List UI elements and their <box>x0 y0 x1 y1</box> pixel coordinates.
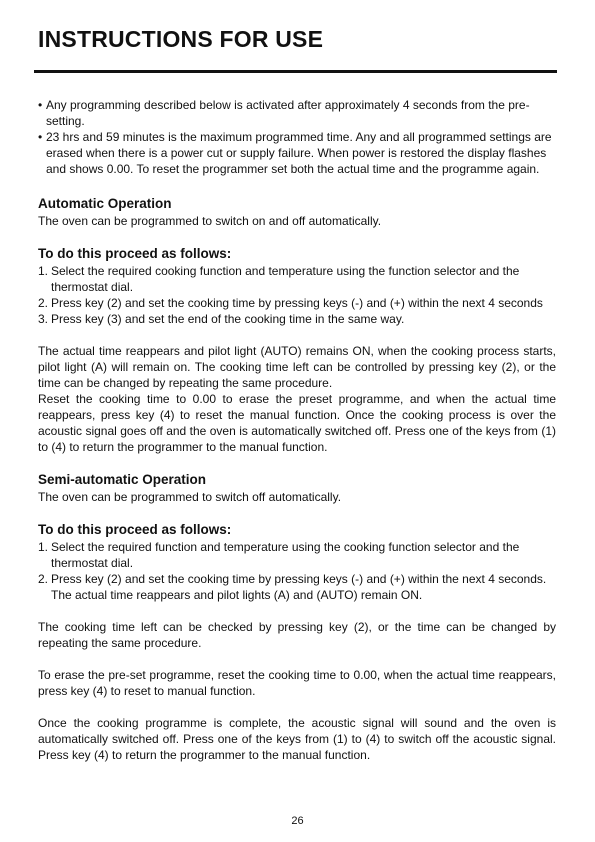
automatic-paragraph-2: Reset the cooking time to 0.00 to erase the preset programme, and when the actual time reappears, press key (4) to reset the manual function. Once the cooking process is over the acoustic signal goes off and the oven is automatically switched off. Press one of the keys from (1) to (4) to return the programmer to the manual function. <box>38 392 556 454</box>
semi-automatic-paragraph-3: Once the cooking programme is complete, the acoustic signal will sound and the oven is automatically switched off. Press one of the keys from (1) to (4) to switch off the acoustic signal. Press key (4) to return the programmer to the manual function. <box>38 716 556 762</box>
automatic-steps-heading: To do this proceed as follows: <box>38 246 232 261</box>
step-number: 3. <box>38 312 49 326</box>
page-title: INSTRUCTIONS FOR USE <box>38 26 324 52</box>
step-text: Press key (3) and set the end of the cooking time in the same way. <box>51 312 405 326</box>
list-item <box>38 263 556 295</box>
semi-automatic-paragraph-1: The cooking time left can be checked by pressing key (2), or the time can be changed by repeating the same procedure. <box>38 620 556 650</box>
list-item <box>38 539 556 571</box>
semi-automatic-intro: The oven can be programmed to switch off automatically. <box>38 490 342 504</box>
automatic-paragraph-1: The actual time reappears and pilot light (AUTO) remains ON, when the cooking process starts, pilot light (A) will remain on. The cooking time left can be controlled by pressing key (2), or the time can be changed by repeating the same procedure. <box>38 344 556 390</box>
semi-automatic-steps-heading: To do this proceed as follows: <box>38 522 232 537</box>
step-number: 1. <box>38 540 49 554</box>
automatic-steps <box>38 263 556 327</box>
bullet-text: 23 hrs and 59 minutes is the maximum programmed time. Any and all programmed settings are erased when there is a power cut or supply failure. When power is restored the display flashes and shows 0.00. To reset the programmer set both the actual time and the programme again. <box>46 130 552 176</box>
list-item <box>38 129 556 177</box>
bullet-mark: • <box>38 130 43 144</box>
intro-bullet-list <box>38 97 556 177</box>
step-number: 2. <box>38 572 49 586</box>
step-text: Select the required cooking function and temperature using the function selector and the thermostat dial. <box>51 264 520 294</box>
section-heading-semi-automatic: Semi-automatic Operation <box>38 472 207 487</box>
list-item <box>38 311 556 327</box>
list-item <box>38 295 556 311</box>
automatic-intro: The oven can be programmed to switch on and off automatically. <box>38 214 382 228</box>
semi-automatic-steps <box>38 539 556 603</box>
list-item <box>38 97 556 129</box>
page-number: 26 <box>291 815 304 827</box>
bullet-text: Any programming described below is activated after approximately 4 seconds from the pre-setting. <box>46 98 530 128</box>
list-item <box>38 571 556 603</box>
step-text: Select the required function and temperature using the cooking function selector and the thermostat dial. <box>51 540 520 570</box>
bullet-mark: • <box>38 98 43 112</box>
semi-automatic-paragraph-2: To erase the pre-set programme, reset the cooking time to 0.00, when the actual time reappears, press key (4) to reset to manual function. <box>38 668 556 698</box>
step-number: 2. <box>38 296 49 310</box>
title-divider <box>34 70 557 73</box>
step-text: Press key (2) and set the cooking time by pressing keys (-) and (+) within the next 4 seconds <box>51 296 543 310</box>
section-heading-automatic: Automatic Operation <box>38 196 172 211</box>
page-content <box>38 97 556 763</box>
step-number: 1. <box>38 264 49 278</box>
step-text: Press key (2) and set the cooking time by pressing keys (-) and (+) within the next 4 seconds. The actual time reappears and pilot lights (A) and (AUTO) remain ON. <box>51 572 547 602</box>
